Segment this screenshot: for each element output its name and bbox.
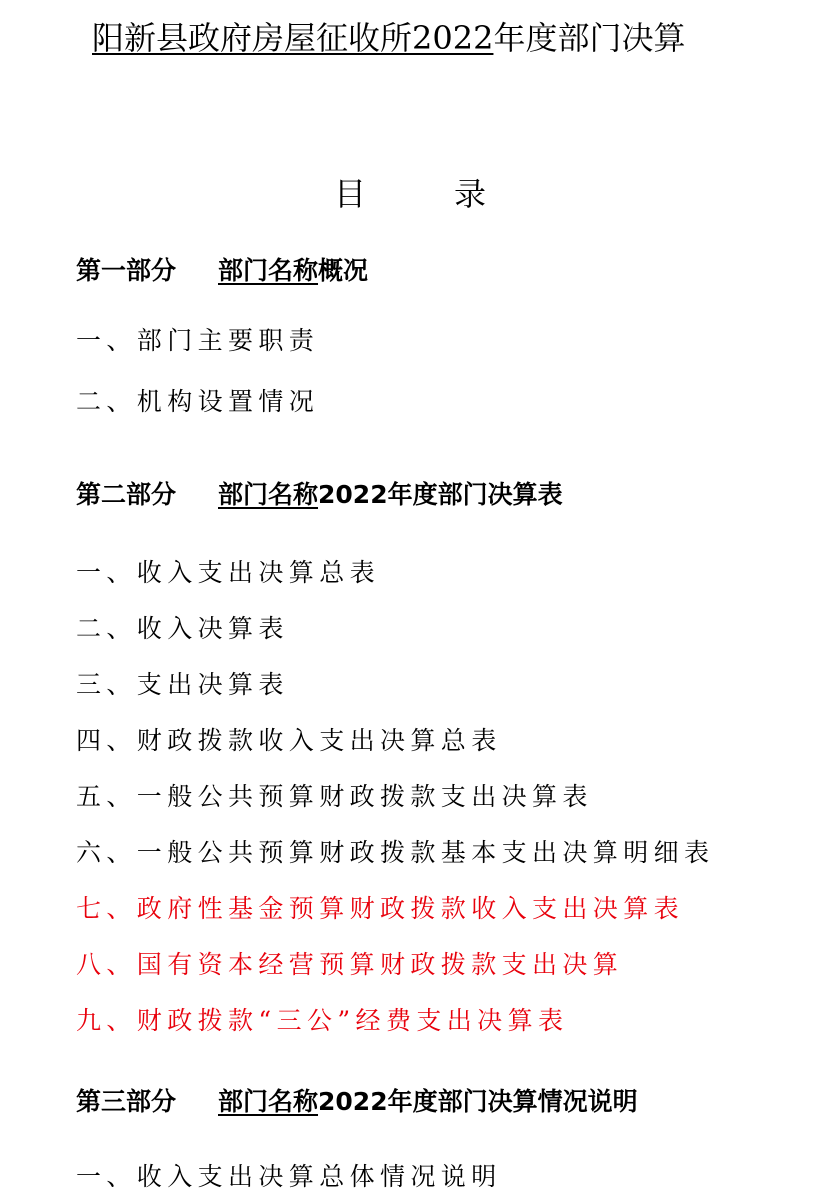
document-title (92, 18, 685, 58)
part-name: 部门名称 (218, 480, 319, 509)
toc-item: 五、一般公共预算财政拨款支出决算表 (76, 782, 593, 811)
part-number: 第三部分 (76, 1087, 177, 1116)
part-3-heading (76, 1086, 638, 1118)
toc-item: 四、财政拨款收入支出决算总表 (76, 726, 502, 755)
toc-item: 一、收入支出决算总体情况说明 (76, 1162, 502, 1191)
toc-heading (0, 174, 820, 214)
document-title-rest: 年度部门决算 (493, 19, 686, 57)
toc-item-highlighted: 九、财政拨款“三公”经费支出决算表 (76, 1006, 569, 1035)
toc-item: 三、支出决算表 (76, 670, 289, 699)
part-rest: 2022年度部门决算表 (318, 480, 563, 509)
part-1-heading (76, 255, 368, 287)
part-number: 第一部分 (76, 256, 177, 285)
toc-item-highlighted: 七、政府性基金预算财政拨款收入支出决算表 (76, 894, 685, 923)
toc-heading-left: 目 (333, 175, 366, 213)
part-number: 第二部分 (76, 480, 177, 509)
toc-item-highlighted: 八、国有资本经营预算财政拨款支出决算 (76, 950, 624, 979)
toc-item: 一、收入支出决算总表 (76, 558, 381, 587)
part-name: 部门名称 (218, 256, 319, 285)
part-2-heading (76, 479, 563, 511)
part-name: 部门名称 (218, 1087, 319, 1116)
toc-item: 六、一般公共预算财政拨款基本支出决算明细表 (76, 838, 715, 867)
part-rest: 2022年度部门决算情况说明 (318, 1087, 638, 1116)
part-rest: 概况 (318, 256, 369, 285)
toc-item: 二、机构设置情况 (76, 387, 320, 416)
document-title-underlined: 阳新县政府房屋征收所2022 (92, 19, 494, 57)
toc-heading-right: 录 (454, 175, 487, 213)
toc-item: 二、收入决算表 (76, 614, 289, 643)
toc-item: 一、部门主要职责 (76, 326, 320, 355)
